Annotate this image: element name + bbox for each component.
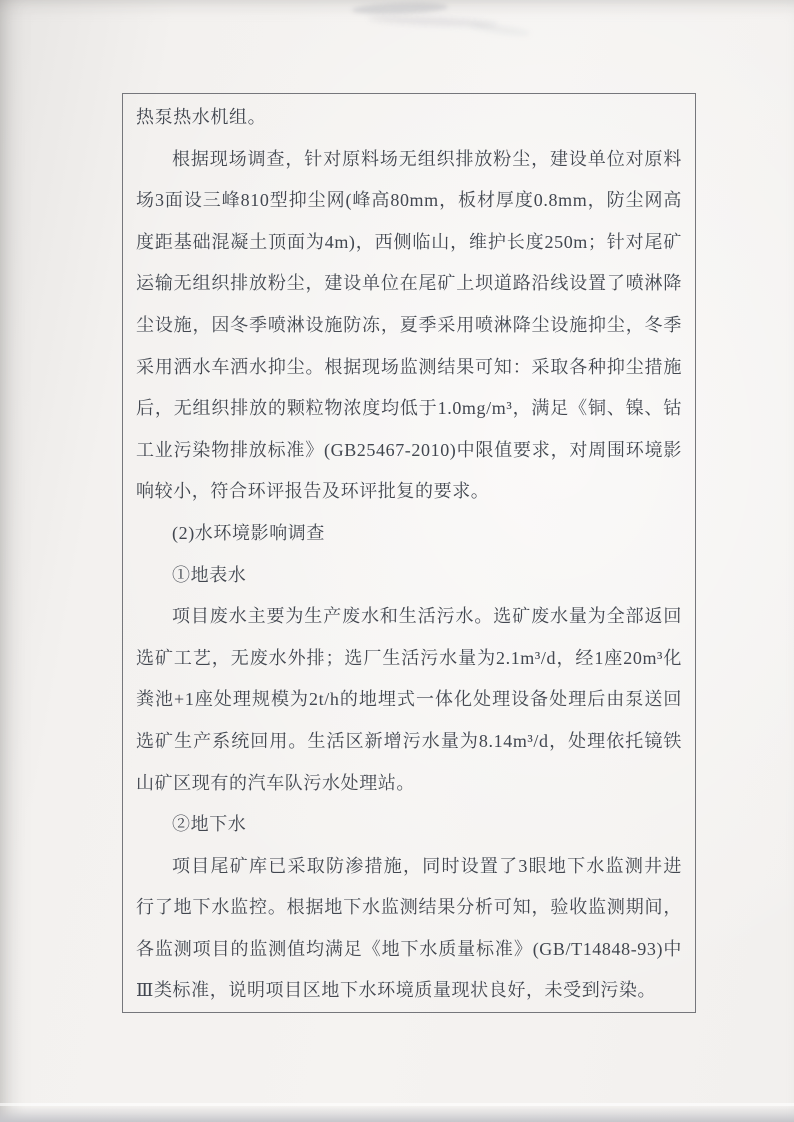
scan-edge [0, 1106, 794, 1122]
heading-water-environment: (2)水环境影响调查 [172, 522, 325, 543]
scan-artifact-smudge [368, 14, 498, 29]
scan-artifact-smudge [352, 1, 448, 15]
paragraph-dust-control: 根据现场调查，针对原料场无组织排放粉尘，建设单位对原料场3面设三峰810型抑尘网(峰高80mm，板材厚度0.8mm，防尘网高度距基础混凝土顶面为4m)，西侧临山，维护长度250m；针对尾矿运输无组织排放粉尘，建设单位在尾矿上坝道路沿线设置了喷淋降尘设施，因冬季喷淋设施防冻，夏季采用喷淋降尘设施抑尘，冬季采用洒水车洒水抑尘。根据现场监测结果可知：采取各种抑尘措施后，无组织排放的颗粒物浓度均低于1.0mg/m³，满足《铜、镍、钴工业污染物排放标准》(GB25467-2010)中限值要求，对周围环境影响较小，符合环评报告及环评批复的要求。 [136, 148, 682, 502]
paragraph-surface-water: 项目废水主要为生产废水和生活污水。选矿废水量为全部返回选矿工艺，无废水外排；选厂生活污水量为2.1m³/d，经1座20m³化粪池+1座处理规模为2t/h的地埋式一体化处理设备处理后由泵送回选矿生产系统回用。生活区新增污水量为8.14m³/d，处理依托镜铁山矿区现有的汽车队污水处理站。 [136, 606, 682, 793]
document-text-box [122, 93, 696, 1013]
paragraph-groundwater: 项目尾矿库已采取防渗措施，同时设置了3眼地下水监测井进行了地下水监控。根据地下水监测结果分析可知，验收监测期间，各监测项目的监测值均满足《地下水质量标准》(GB/T14848-93)中Ⅲ类标准，说明项目区地下水环境质量现状良好，未受到污染。 [136, 855, 682, 1001]
paragraph-continuation: 热泵热水机组。 [136, 107, 267, 127]
scan-artifact-smudge [470, 22, 530, 37]
heading-groundwater: ②地下水 [172, 814, 247, 835]
heading-surface-water: ①地表水 [172, 564, 247, 585]
